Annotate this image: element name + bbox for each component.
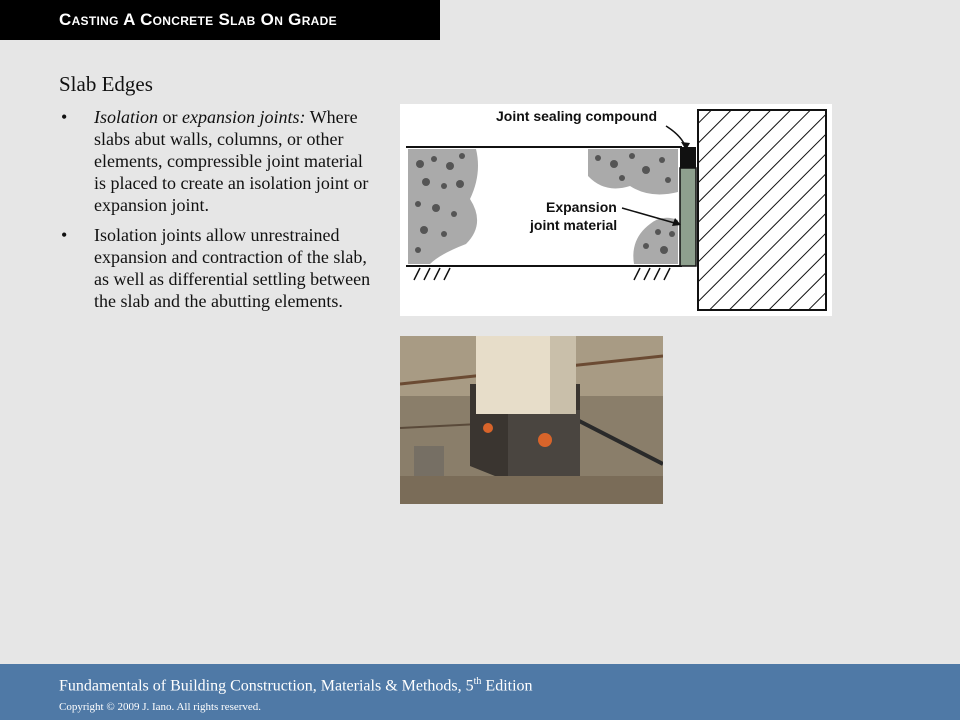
bullet-text: Isolation joints allow unrestrained expansion and contraction of the slab, as well as differential settling between the slab and the abutting elements. — [94, 225, 371, 311]
label-sealing: Joint sealing compound — [496, 108, 658, 124]
joint-sealing-compound — [680, 147, 696, 168]
bullet-item — [59, 106, 379, 216]
book-title-text: Fundamentals of Building Construction, Materials & Methods, 5 — [59, 677, 474, 695]
slide-title: Casting A Concrete Slab On Grade — [59, 10, 337, 29]
column-isolation-photo — [400, 336, 663, 504]
slide-heading: Slab Edges — [59, 72, 153, 96]
edition-superscript: th — [473, 676, 482, 687]
term-expansion: expansion joints: — [182, 107, 306, 127]
slide-title-bar — [0, 0, 440, 40]
book-title-suffix: Edition — [481, 677, 533, 695]
expansion-joint-diagram — [400, 104, 832, 316]
footer — [0, 664, 960, 720]
arrow-expansion — [622, 208, 678, 224]
label-expansion-1: Expansion — [546, 199, 617, 215]
expansion-joint-material — [680, 168, 696, 266]
bullet-list — [59, 106, 379, 320]
wall-section — [698, 110, 826, 310]
term-isolation: Isolation — [94, 107, 159, 127]
bullet-text: Where slabs abut walls, columns, or other elements, compressible joint material is placed to create an isolation joint or expansion joint. — [94, 107, 369, 215]
book-title — [59, 676, 533, 695]
copyright: Copyright © 2009 J. Iano. All rights reserved. — [59, 701, 262, 713]
concrete-aggregate-right-bottom — [633, 218, 678, 264]
connector-text: or — [158, 107, 183, 127]
bullet-item — [59, 224, 379, 312]
label-expansion-2: joint material — [530, 217, 618, 233]
